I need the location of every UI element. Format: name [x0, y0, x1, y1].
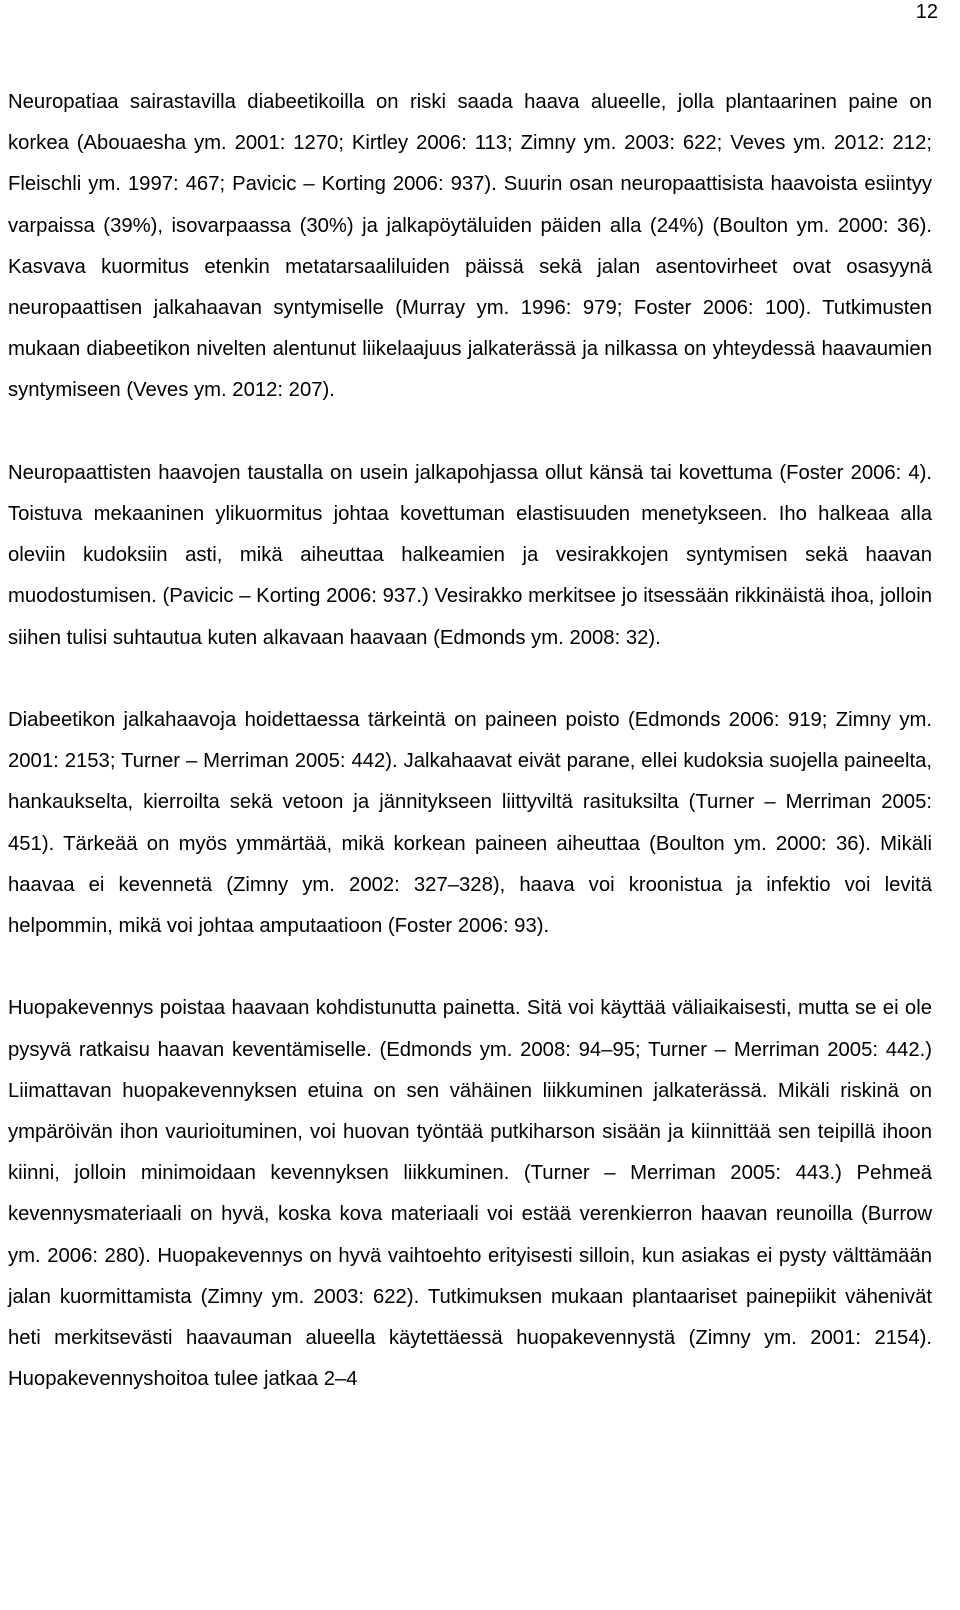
- paragraph-spacer: [8, 412, 932, 453]
- paragraph-neuropathy-risk: Neuropatiaa sairastavilla diabeetikoilla on riski saada haava alueelle, jolla plantaarinen paine on korkea (Abouaesha ym. 2001: 1270; Kirtley 2006: 113; Zimny ym. 2003: 622; Veves ym. 2012: 212; Fleischli ym. 1997: 467; Pavicic – Korting 2006: 937). Suurin osan neuropaattisista haavoista esiintyy varpaissa (39%), isovarpaassa (30%) ja jalkapöytäluiden päiden alla (24%) (Boulton ym. 2000: 36). Kasvava kuormitus etenkin metatarsaaliluiden päissä sekä jalan asentovirheet ovat osasyynä neuropaattisen jalkahaavan syntymiselle (Murray ym. 1996: 979; Foster 2006: 100). Tutkimusten mukaan diabeetikon nivelten alentunut liikelaajuus jalkaterässä ja nilkassa on yhteydessä haavaumien syntymiseen (Veves ym. 2012: 207).: [8, 91, 932, 402]
- paragraph-pressure-offloading: Diabeetikon jalkahaavoja hoidettaessa tärkeintä on paineen poisto (Edmonds 2006: 919; Zimny ym. 2001: 2153; Turner – Merriman 2005: 442). Jalkahaavat eivät parane, ellei kudoksia suojella paineelta, hankaukselta, kierroilta sekä vetoon ja jännitykseen liittyviltä rasituksilta (Turner – Merriman 2005: 451). Tärkeää on myös ymmärtää, mikä korkean paineen aiheuttaa (Boulton ym. 2000: 36). Mikäli haavaa ei kevennetä (Zimny ym. 2002: 327–328), haava voi kroonistua ja infektio voi levitä helpommin, mikä voi johtaa amputaatioon (Foster 2006: 93).: [8, 709, 932, 938]
- page-number: 12: [915, 1, 938, 23]
- paragraph-spacer: [8, 947, 932, 988]
- paragraph-spacer: [8, 659, 932, 700]
- paragraph-felt-padding: Huopakevennys poistaa haavaan kohdistunutta painetta. Sitä voi käyttää väliaikaisesti, mutta se ei ole pysyvä ratkaisu haavan keventämiselle. (Edmonds ym. 2008: 94–95; Turner – Merriman 2005: 442.) Liimattavan huopakevennyksen etuina on sen vähäinen liikkuminen jalkaterässä. Mikäli riskinä on ympäröivän ihon vaurioituminen, voi huovan työntää putkiharson sisään ja kiinnittää sen teipillä ihoon kiinni, jolloin minimoidaan kevennyksen liikkuminen. (Turner – Merriman 2005: 443.) Pehmeä kevennysmateriaali on hyvä, koska kova materiaali voi estää verenkierron haavan reunoilla (Burrow ym. 2006: 280). Huopakevennys on hyvä vaihtoehto erityisesti silloin, kun asiakas ei pysty välttämään jalan kuormittamista (Zimny ym. 2003: 622). Tutkimuksen mukaan plantaariset painepiikit vähenivät heti merkitsevästi haavauman alueella käytettäessä huopakevennystä (Zimny ym. 2001: 2154). Huopakevennyshoitoa tulee jatkaa 2–4: [8, 997, 932, 1391]
- document-body: [8, 82, 932, 1400]
- paragraph-callus-background: Neuropaattisten haavojen taustalla on usein jalkapohjassa ollut känsä tai kovettuma (Foster 2006: 4). Toistuva mekaaninen ylikuormitus johtaa kovettuman elastisuuden menetykseen. Iho halkeaa alla oleviin kudoksiin asti, mikä aiheuttaa halkeamien ja vesirakkojen syntymisen sekä haavan muodostumisen. (Pavicic – Korting 2006: 937.) Vesirakko merkitsee jo itsessään rikkinäistä ihoa, jolloin siihen tulisi suhtautua kuten alkavaan haavaan (Edmonds ym. 2008: 32).: [8, 461, 932, 649]
